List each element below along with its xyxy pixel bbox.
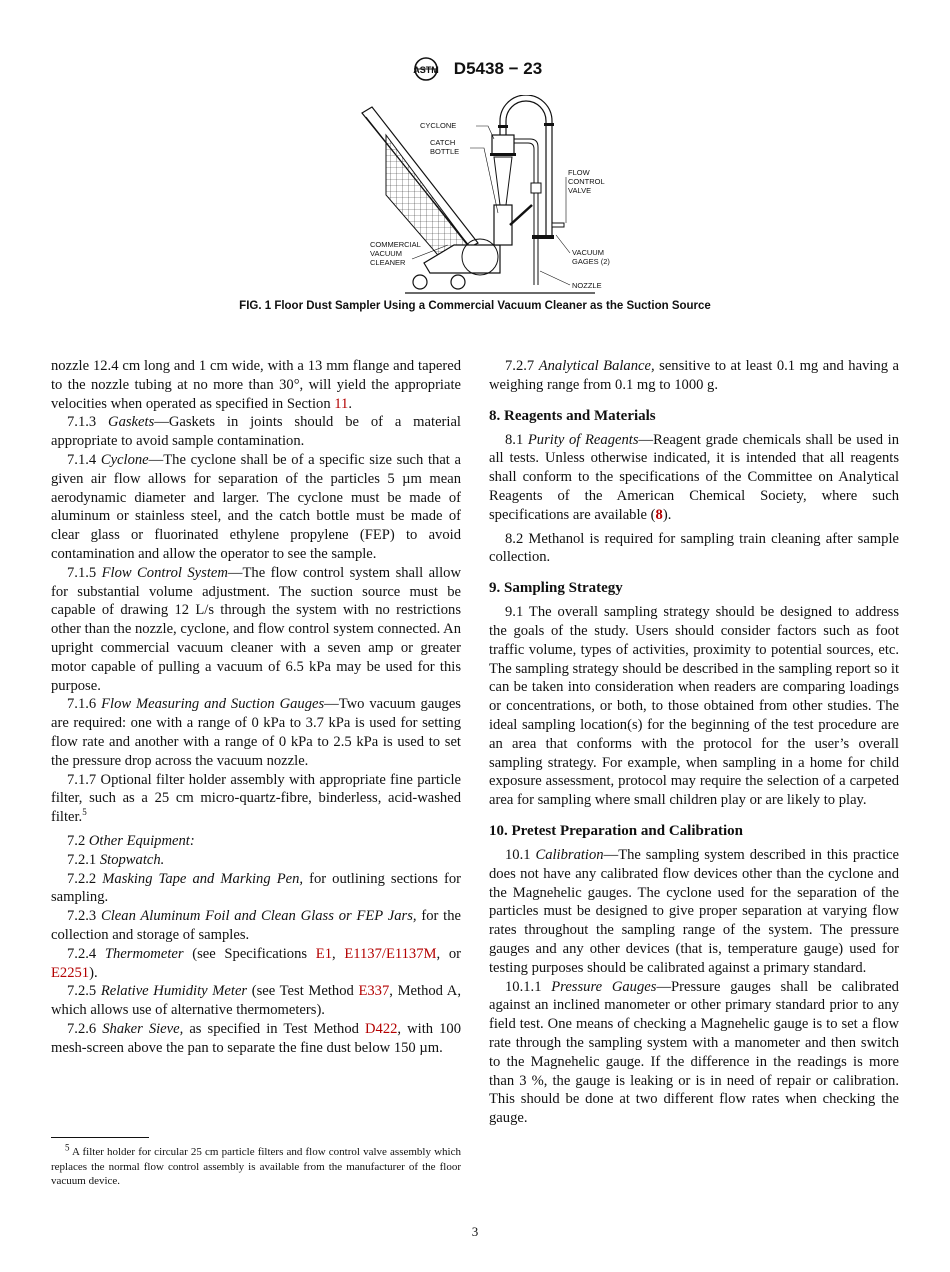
- svg-text:VACUUM: VACUUM: [370, 249, 402, 258]
- svg-text:CONTROL: CONTROL: [568, 177, 605, 186]
- page-number: 3: [471, 1224, 479, 1239]
- section-7-2-6: 7.2.6 Shaker Sieve, as specified in Test Method D422, with 100 mesh-screen above the pan to separate the fine dust below 150 µm.: [51, 1020, 462, 1056]
- section-7-2-3: 7.2.3 Clean Aluminum Foil and Clean Glass or FEP Jars, for the collection and storage of samples.: [51, 908, 461, 943]
- section-7-2-7: 7.2.7 Analytical Balance, sensitive to at least 0.1 mg and having a weighing range from 0.1 mg to 1000 g.: [489, 358, 899, 393]
- label-catch-bottle: CATCH: [430, 138, 456, 147]
- heading-section-9: 9. Sampling Strategy: [489, 580, 623, 597]
- floor-dust-sampler-figure: [360, 95, 620, 295]
- section-7-2: 7.2 Other Equipment:: [67, 832, 195, 849]
- svg-text:BOTTLE: BOTTLE: [430, 147, 460, 156]
- section-7-1-4: 7.1.4 Cyclone—The cyclone shall be of a specific size such that a given air flow allows for separation of the particles 5 µm mean aerodynamic diameter and larger. The cyclone must be made of aluminum or stainless steel, and the catch bottle must be made of clear glass or fluorinated ethylene propylene (FEP) to avoid contamination and allow the operator to see the sample.: [51, 451, 461, 562]
- footnote-5-ref[interactable]: 5: [82, 807, 87, 818]
- e1-link[interactable]: E1: [315, 945, 332, 962]
- section-10-1: 10.1 Calibration—The sampling system described in this practice does not have any calibrated flow devices other than the cyclone and the Magnehelic gauges. The cyclone used for the separation of the particles must be designed to give proper separation at varying flow rates throughout the sampling range of the system. The pressure gauges and any other devices (that is, temperature gauge) used for testing purposes should be calibrated against a primary standard.: [489, 846, 900, 976]
- label-flow-control-valve: FLOW: [568, 168, 590, 177]
- section-7-2-5: 7.2.5 Relative Humidity Meter (see Test Method E337, Method A, which allows use of alternative thermometers).: [51, 983, 461, 1019]
- d422-link[interactable]: D422: [364, 1020, 398, 1037]
- section-7-1-7: 7.1.7 Optional filter holder assembly with appropriate fine particle filter, such as a 25 cm micro-quartz-fibre, binderless, acid-washed filter.$^5$: [51, 771, 461, 826]
- section-8-1: 8.1 Purity of Reagents—Reagent grade chemicals shall be used in all tests. Unless otherwise indicated, it is intended that all reagents shall conform to the specifications of the Committee on Analytical Reagents of the American Chemical Society, where such specifications are available (8).: [489, 431, 899, 523]
- label-nozzle: NOZZLE: [572, 281, 602, 290]
- svg-text:GAGES (2): GAGES (2): [572, 257, 610, 266]
- section-10-1-1: 10.1.1 Pressure Gauges—Pressure gauges shall be calibrated against an inclined manometer or other primary standard prior to any field test. One means of checking a Magnehelic gauge is to set a flow rate through the sampling system with a manometer and then switch to the Magnehelic gauge. If the difference in the readings is more than 3 %, the gauge is leaking or is in need of repair or calibration. This should be done at two different flow rates when checking the gauge.: [489, 978, 899, 1127]
- footnote-5: $^5$ A filter holder for circular 25 cm particle filters and flow control valve assembly which replaces the normal flow control assembly is available from the manufacturer of the floor vacuum device.: [51, 1142, 461, 1187]
- section-7-2-2: 7.2.2 Masking Tape and Marking Pen, for outlining sections for sampling.: [51, 870, 461, 906]
- section-9-1: 9.1 The overall sampling strategy should be designed to address the goals of the study. Users should consider factors such as foot traffic volume, types of activities, proximity to potential sources, etc. The sampling strategy should be described in the sampling report so it can be taken into consideration when readers are comparing loadings or concentrations, or both, to those obtained from other studies. The ideal sampling location(s) for the beginning of the test procedure are an area that conforms with the protocol for the user’s overall sampling strategy. For example, when sampling in a home for child exposure assessment, protocol may require the selection of a carpeted area for sampling where small children play or are likely to play.: [489, 604, 899, 809]
- svg-text:ASTM: ASTM: [413, 65, 439, 75]
- section-8-2: 8.2 Methanol is required for sampling train cleaning after sample collection.: [489, 530, 899, 566]
- document-code: D5438 − 23: [453, 59, 543, 78]
- figure-caption: FIG. 1 Floor Dust Sampler Using a Commercial Vacuum Cleaner as the Suction Source: [239, 300, 711, 312]
- svg-text:CLEANER: CLEANER: [370, 258, 406, 267]
- section-7-2-1: 7.2.1 Stopwatch.: [67, 851, 165, 868]
- page-header: [0, 56, 950, 82]
- section-7-1-6: 7.1.6 Flow Measuring and Suction Gauges—Two vacuum gauges are required: one with a range of 0 kPa to 3.7 kPa is used for setting flow rate and another with a range of 0 kPa to 2.5 kPa is used to set the pressure drop across the vacuum nozzle.: [51, 696, 461, 769]
- astm-logo-icon: [408, 56, 444, 82]
- label-cyclone: CYCLONE: [420, 121, 457, 130]
- section-7-2-4: 7.2.4 Thermometer (see Specifications E1, E1137/E1137M, or E2251).: [51, 945, 461, 981]
- svg-text:VALVE: VALVE: [568, 186, 592, 195]
- section-7-1-5: 7.1.5 Flow Control System—The flow control system shall allow for substantial volume adjustment. The suction source must be capable of drawing 12 L/s through the system with no restrictions other than the nozzle, cyclone, and flow control system connected. An upright commercial vacuum cleaner with a seven amp or greater motor capable of pulling a vacuum of 6.5 kPa may be used for this purpose.: [51, 564, 461, 694]
- reference-8-link[interactable]: 8: [655, 506, 663, 523]
- heading-section-10: 10. Pretest Preparation and Calibration: [489, 822, 744, 839]
- e1137-link[interactable]: E1137/E1137M: [344, 945, 437, 962]
- right-column: [489, 357, 899, 1128]
- left-column: [51, 357, 461, 1057]
- label-commercial-vacuum-cleaner: COMMERCIAL: [370, 240, 421, 249]
- section-7-1-3: 7.1.3 Gaskets—Gaskets in joints should be of a material appropriate to avoid sample contamination.: [51, 414, 461, 450]
- e337-link[interactable]: E337: [358, 983, 390, 1000]
- paragraph-nozzle: nozzle 12.4 cm long and 1 cm wide, with a 13 mm flange and tapered to the nozzle tubing at no more than 30°, will yield the appropriate velocities when operated as specified in Section 11.: [51, 358, 461, 412]
- label-vacuum-gages: VACUUM: [572, 248, 604, 257]
- section-11-link[interactable]: 11: [334, 395, 349, 412]
- footnote-divider: [51, 1137, 149, 1138]
- e2251-link[interactable]: E2251: [51, 964, 90, 981]
- heading-section-8: 8. Reagents and Materials: [489, 407, 656, 424]
